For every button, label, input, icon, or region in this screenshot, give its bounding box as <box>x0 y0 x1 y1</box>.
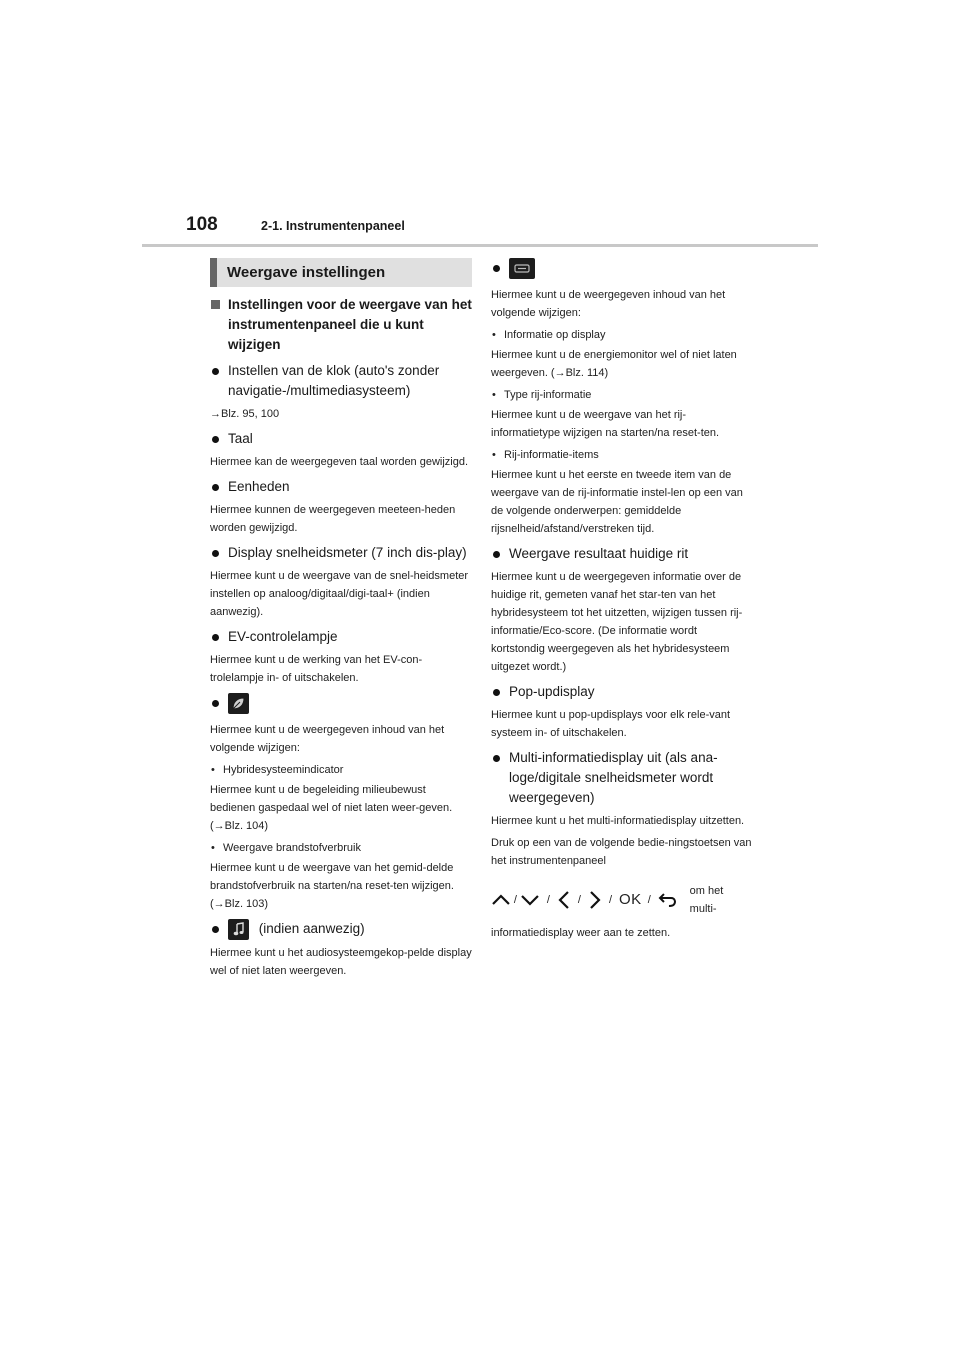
chevron-right-icon <box>588 890 602 910</box>
item-audio <box>210 919 472 940</box>
item-eco-bullet-2: • Weergave brandstofverbruik <box>210 839 472 857</box>
item-clock-title: Instellen van de klok (auto's zonder navigatie-/multimediasysteem) <box>228 363 440 398</box>
item-vehicle-bullet-3-desc: Hiermee kunt u het eerste en tweede item van de weergave van de rij-informatie instel-len op een van de volgende onderwerpen: gemiddelde rijsnelheid/afstand/verstreken tijd. <box>491 469 743 535</box>
item-taal <box>210 429 472 449</box>
chevron-down-icon <box>520 893 540 907</box>
separator: / <box>546 894 550 906</box>
bullet-dot-icon <box>212 484 219 491</box>
item-mid-off <box>491 748 753 808</box>
back-arrow-icon <box>657 892 679 908</box>
item-clock <box>210 361 472 401</box>
bullet-dot-icon <box>212 436 219 443</box>
separator: / <box>647 894 651 906</box>
bullet-dot-icon <box>212 368 219 375</box>
separator: / <box>608 894 612 906</box>
item-eco-bullet-1-desc: Hiermee kunt u de begeleiding milieubewust bedienen gaspedaal wel of niet laten weer-geven. (→Blz. 104) <box>210 784 453 832</box>
page-number: 108 <box>186 214 218 235</box>
chevron-left-icon <box>557 890 571 910</box>
bullet-dot-icon <box>212 634 219 641</box>
ok-button-glyph: OK <box>619 891 642 908</box>
header-divider <box>142 244 818 247</box>
item-eco-bullet-1: • Hybridesysteemindicator <box>210 761 472 779</box>
subheading-text: Instellingen voor de weergave van het instrumentenpaneel die u kunt wijzigen <box>228 297 472 352</box>
bullet-dot-icon <box>493 689 500 696</box>
item-clock-ref: →Blz. 95, 100 <box>210 408 280 420</box>
bullet-dot-icon <box>212 550 219 557</box>
item-ev-desc: Hiermee kunt u de werking van het EV-con-trolelampje in- of uitschakelen. <box>210 654 423 684</box>
item-snelheidsmeter <box>210 543 472 563</box>
chevron-up-icon <box>491 893 511 907</box>
item-mid-off-desc: Hiermee kunt u het multi-informatiedisplay uitzetten. <box>491 815 745 827</box>
right-column <box>491 258 753 946</box>
vehicle-info-icon <box>509 258 535 279</box>
item-ev-title: EV-controlelampje <box>228 629 338 644</box>
item-vehicle-bullet-1-desc: Hiermee kunt u de energiemonitor wel of niet laten weergeven. (→Blz. 114) <box>491 349 737 379</box>
bullet-dot-icon <box>212 926 219 933</box>
music-note-icon <box>228 919 249 940</box>
subheading <box>210 295 472 355</box>
button-row-suffix: om het multi- <box>689 885 724 915</box>
leaf-icon <box>228 693 249 714</box>
bullet-dot-icon <box>493 265 500 272</box>
item-eco-desc: Hiermee kunt u de weergegeven inhoud van het volgende wijzigen: <box>210 724 445 754</box>
left-column <box>210 258 472 984</box>
item-vehicle-bullet-2-desc: Hiermee kunt u de weergave van het rij-informatietype wijzigen na starten/na reset-ten. <box>491 409 720 439</box>
item-vehicle-bullet-3: • Rij-informatie-items <box>491 446 753 464</box>
separator: / <box>513 894 517 906</box>
item-eco <box>210 693 472 717</box>
section-title: 2-1. Instrumentenpaneel <box>261 219 405 233</box>
item-mid-off-line-2: informatiedisplay weer aan te zetten. <box>491 927 671 939</box>
bullet-dot-icon <box>493 755 500 762</box>
item-resultaat <box>491 544 753 564</box>
item-taal-title: Taal <box>228 431 253 446</box>
item-vehicle-bullet-2: • Type rij-informatie <box>491 386 753 404</box>
control-buttons-row <box>491 882 753 918</box>
section-heading: Weergave instellingen <box>210 258 472 287</box>
item-vehicle-bullet-1: • Informatie op display <box>491 326 753 344</box>
item-ev <box>210 627 472 647</box>
item-vehicle <box>491 258 753 282</box>
item-snelheidsmeter-title: Display snelheidsmeter (7 inch dis-play) <box>228 545 467 560</box>
bullet-dot-icon <box>212 700 219 707</box>
item-resultaat-desc: Hiermee kunt u de weergegeven informatie over de huidige rit, gemeten vanaf het star-ten van het hybridesysteem tot het uitzetten, wijzigen tussen rij-informatie/Eco-score. (De informatie wordt kortstondig weergegeven als het hybridesysteem uitgezet wordt.) <box>491 571 743 673</box>
bullet-dot-icon <box>493 551 500 558</box>
item-audio-title: (indien aanwezig) <box>258 921 365 937</box>
item-audio-desc: Hiermee kunt u het audiosysteemgekop-pelde display wel of niet laten weergeven. <box>210 947 472 977</box>
item-taal-desc: Hiermee kan de weergegeven taal worden gewijzigd. <box>210 456 469 468</box>
item-popup-desc: Hiermee kunt u pop-updisplays voor elk rele-vant systeem in- of uitschakelen. <box>491 709 731 739</box>
separator: / <box>577 894 581 906</box>
item-eenheden <box>210 477 472 497</box>
item-eco-bullet-2-desc: Hiermee kunt u de weergave van het gemid-delde brandstofverbruik na starten/na reset-ten wijzigen. (→Blz. 103) <box>210 862 454 910</box>
item-popup-title: Pop-updisplay <box>509 684 595 699</box>
item-eenheden-title: Eenheden <box>228 479 290 494</box>
item-mid-off-title: Multi-informatiedisplay uit (als ana-loge/digitale snelheidsmeter wordt weergegeven) <box>509 750 718 805</box>
item-popup <box>491 682 753 702</box>
item-eenheden-desc: Hiermee kunnen de weergegeven meeteen-heden worden gewijzigd. <box>210 504 456 534</box>
item-vehicle-desc: Hiermee kunt u de weergegeven inhoud van het volgende wijzigen: <box>491 289 726 319</box>
item-mid-off-desc-2: Druk op een van de volgende bedie-ningstoetsen van het instrumentenpaneel <box>491 837 752 867</box>
item-snelheidsmeter-desc: Hiermee kunt u de weergave van de snel-heidsmeter instellen op analoog/digitaal/digi-taal+ (indien aanwezig). <box>210 570 469 618</box>
item-resultaat-title: Weergave resultaat huidige rit <box>509 546 689 561</box>
square-bullet-icon <box>211 300 220 309</box>
